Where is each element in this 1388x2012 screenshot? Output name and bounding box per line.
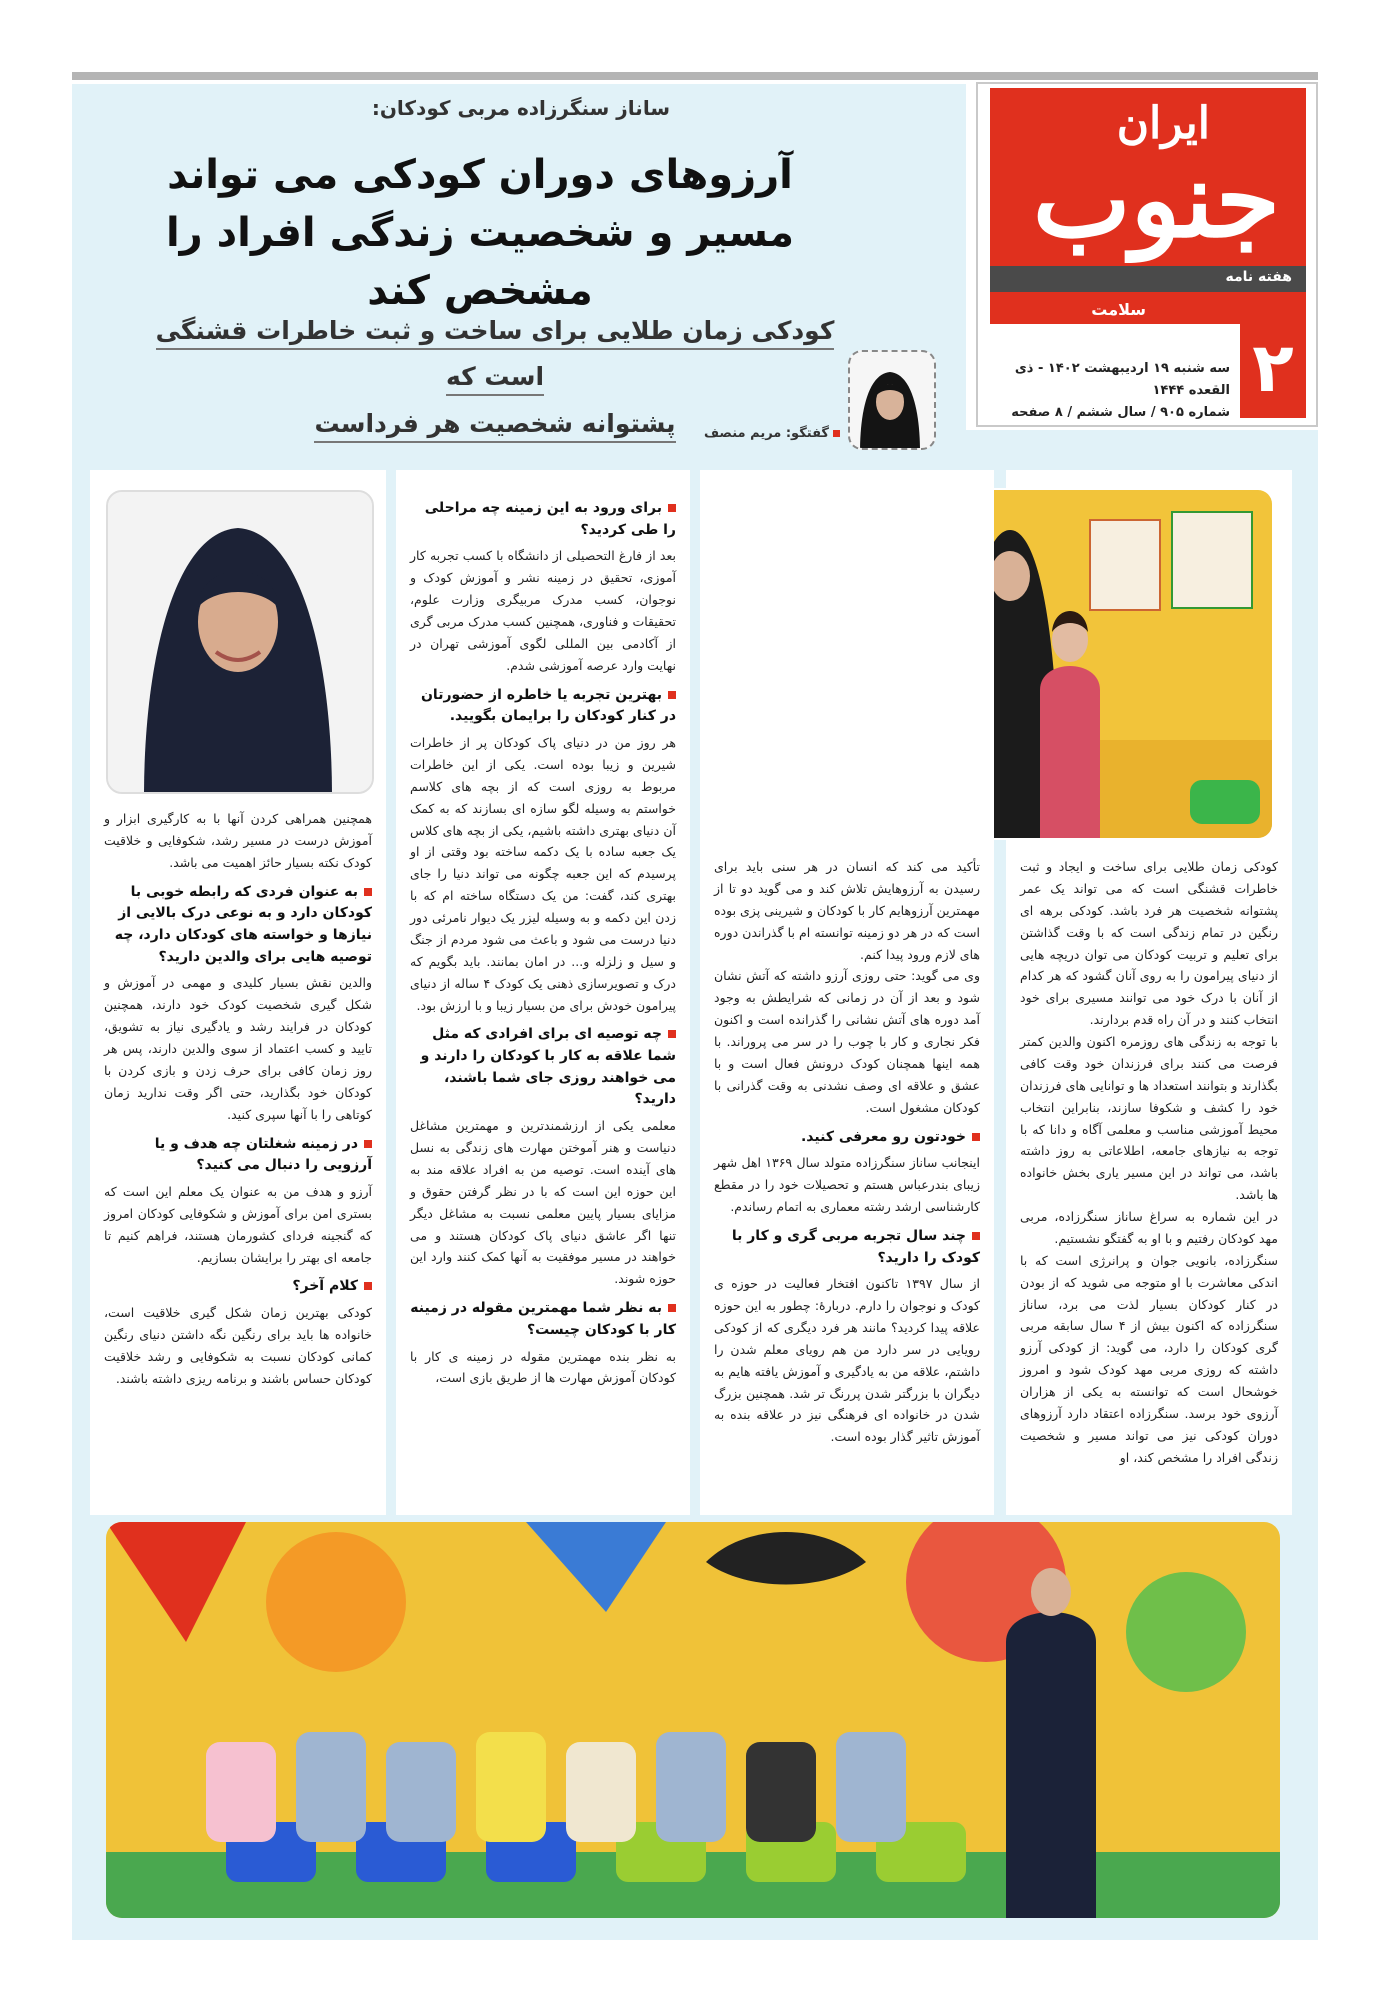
column-1-text [1006,856,1292,1469]
col1-paragraph-2: با توجه به زندگی های روزمره اکنون والدین کمتر فرصت می کنند برای فرزندان خود وقت کافی بگذارند و بتوانند استعداد ها و توانایی های فرزندان خود را کشف و شکوفا سازند، بنابراین انتخاب محیط آموزشی مناسب و معلمی آگاه و دانا که با توجه به نیازهای جامعه، اطلاعاتی به روز داشته باشد، می تواند در این مسیر یاری بخش خانواده ها باشد. [1020,1034,1278,1203]
col3-question-4: به نظر شما مهمترین مقوله در زمینه کار با کودکان چیست؟ [396,1298,690,1341]
col3-question-1: برای ورود به این زمینه چه مراحلی را طی کردید؟ [396,498,690,541]
column-3-text [396,490,690,1389]
column-2-text [700,856,994,1448]
col4-answer-2: آرزو و هدف من به عنوان یک معلم این است که بستری امن برای آموزش و شکوفایی کودکان امروز که گنجینه فردای کشورمان هستند، فراهم کنیم تا جامعه ای بهتر را برایشان بسازیم. [104,1183,372,1265]
section-label: سلامت [1091,300,1146,319]
col3-answer-4: به نظر بنده مهمترین مقوله در زمینه ی کار با کودکان آموزش مهارت ها از طریق بازی است، [410,1348,676,1386]
col2-answer-1: اینجانب ساناز سنگرزاده متولد سال ۱۳۶۹ اهل شهر زیبای بندرعباس هستم و تحصیلات خود را در مقطع کارشناسی ارشد رشته معماری به اتمام رساندم. [714,1155,980,1214]
byline: گفتگو: مریم منصف [600,426,840,441]
article-kicker: ساناز سنگرزاده مربی کودکان: [371,96,670,120]
headline-line-2: مسیر و شخصیت زندگی افراد را مشخص کند [165,210,795,314]
article-headline [110,146,850,320]
page-number-box [1240,324,1306,418]
weekly-label: هفته نامه [1225,269,1292,285]
section-tag [990,298,1306,324]
col4-paragraph-1: همچنین همراهی کردن آنها با به کارگیری ابزار و آموزش درست در مسیر رشد، شکوفایی و خلاقیت کودک نکته بسیار حائز اهمیت می باشد. [104,811,372,870]
subhead-line-2: پشتوانه شخصیت هر فرداست [314,409,675,443]
logo-main-text: جنوب [1032,138,1280,261]
logo-sub-text: ایران [1116,98,1210,149]
col3-answer-1: بعد از فارغ التحصیلی از دانشگاه با کسب تجربه کار آموزی، تحقیق در زمینه نشر و آموزش کودک و نوجوان، کسب مدرک مربیگری وزارت علوم، تحقیقات و فناوری، همچنین کسب مدرک مربی گری از آکادمی بین المللی لگوی آموزشی تهران در نهایت وارد عرصه آموزشی شدم. [410,548,676,673]
col4-question-1: به عنوان فردی که رابطه خوبی با کودکان دارد و به نوعی درک بالایی از نیازها و خواسته های کودکان دارد، چه توصیه هایی برای والدین دارید؟ [90,882,386,969]
col3-answer-3: معلمی یکی از ارزشمندترین و مهمترین مشاغل دنیاست و هنر آموختن مهارت های زندگی به نسل های آینده است. توصیه من به افراد علاقه مند به این حوزه این است که با در نظر گرفتن حقوق و مزایای بسیار پایین معلمی نسبت به مشاغل دیگر تنها اگر عاشق دنیای پاک کودکان هستند و می خواهند در مسیر موفقیت به آنها کمک کنند وارد این حوزه شوند. [410,1118,676,1287]
date-line: سه شنبه ۱۹ اردیبهشت ۱۴۰۲ - ذی القعده ۱۴۴۴ [1014,361,1230,399]
col2-paragraph-2: وی می گوید: حتی روزی آرزو داشته که آتش نشان شود و بعد از آن در زمانی که شرایطش به وجود آمد دوره های آتش نشانی را گذرانده است و اکنون فکر نجاری و کار با چوب را در سر می پروراند. با همه اینها همچنان کودک درونش فعال است و با عشق و علاقه ای وصف نشدنی به وقت گذرانی با کودکان مشغول است. [714,968,980,1115]
col2-answer-2: از سال ۱۳۹۷ تاکنون افتخار فعالیت در حوزه ی کودک و نوجوان را دارم. دربارهٔ: چطور به این حوزه علاقه پیدا کردید؟ مانند هر فرد دیگری که از کودکی رویایی در سر دارد من هم رویای معلم شدن را داشتم، علاقه من به یادگیری و آموزش یافته هایم به دیگران با بزرگتر شدن پررنگ تر شد. همچنین بزرگ شدن در خانواده ای فرهنگی نیز در علاقه بنده به آموزش تاثیر گذار بوده است. [714,1276,980,1445]
col4-answer-3: کودکی بهترین زمان شکل گیری خلاقیت است، خانواده ها باید برای رنگین نگه داشتن دنیای رنگین کمانی کودکان نسبت به شکوفایی و رشد خلاقیت کودکان حساس باشند و برنامه ریزی داشته باشند. [104,1305,372,1386]
masthead [976,82,1318,427]
col4-answer-1: والدین نقش بسیار کلیدی و مهمی در آموزش و شکل گیری شخصیت کودک خود دارند، همچنین کودکان در فرایند رشد و یادگیری نیاز به تشویق، تایید و کسب اعتماد از سوی والدین دارند، پس هر روز زمان کافی برای حرف زدن و بازی کردن با کودکان خود بگذارید، حتی اگر وقت ندارید زمان کوتاهی را با آنها سپری کنید. [104,975,372,1122]
headline-line-1: آرزوهای دوران کودکی می تواند [167,152,793,198]
col3-question-3: چه توصیه ای برای افرادی که مثل شما علاقه به کار با کودکان را دارند و می خواهند روزی جای شما باشند، دارید؟ [396,1024,690,1111]
column-4-text [90,808,386,1390]
page-number: ۲ [1252,329,1294,408]
col2-question-1: خودتون رو معرفی کنید. [700,1127,994,1149]
issue-info [992,358,1230,424]
issue-line: شماره ۹۰۵ / سال ششم / ۸ صفحه [1011,405,1230,421]
col3-question-2: بهترین تجربه یا خاطره از حضورتان در کنار کودکان را برایمان بگویید. [396,685,690,728]
top-rule [72,72,1318,80]
col1-paragraph-1: کودکی زمان طلایی برای ساخت و ایجاد و ثبت خاطرات قشنگی است که می تواند یک عمر پشتوانه شخصیت هر فرد باشد. کودکی برهه ای رنگین در تمام زندگی است که با وقت گذاشتن برای تعلیم و تربیت کودکان می توان دریچه هایی از دنیای پیرامون را به روی آنان گشود که هر کدام از آنان با درک خود می توانند مسیری برای خود انتخاب کنند و در آن راه قدم بردارند. [1020,859,1278,1028]
col2-paragraph-1: تأکید می کند که انسان در هر سنی باید برای رسیدن به آرزوهایش تلاش کند و می گوید دو تا از مهمترین آرزوهایم کار با کودکان و شیرینی پزی بوده است که در هر دو زمینه توانسته ام با گذراندن دوره های لازم ورود پیدا کنم. [714,859,980,962]
interviewee-portrait [106,490,374,794]
group-photo [106,1522,1280,1918]
col3-answer-2: هر روز من در دنیای پاک کودکان پر از خاطرات شیرین و زیبا بوده است. یکی از این خاطرات مربوط به روزی است که از بچه های کلاسم خواستم به وسیله لگو سازه ای بسازند که به کمک آن دنیای بهتری داشته باشیم، یکی از بچه های کلاس یک جعبه ساده با یک دکمه ساخته بود وقتی از او پرسیدم که این جعبه چگونه می تواند دنیا را جای بهتری کند، گفت: من یک دستگاه ساخته ام که با زدن این دکمه و به وسیله لیزر یک دیوار نامرئی دور دنیا درست می شود و باعث می شود مردم از جنگ و سیل و زلزله و... در امان بمانند. باید بگویم که درک و تصویرسازی ذهنی یک کودک ۴ ساله از دنیای پیرامون خودش برای من بسیار زیبا و با ارزش بود. [410,735,676,1013]
col1-paragraph-3: در این شماره به سراغ ساناز سنگرزاده، مربی مهد کودکان رفتیم و با او به گفتگو نشستیم. [1020,1209,1278,1246]
weekly-band [990,266,1306,292]
subhead-line-1: کودکی زمان طلایی برای ساخت و ثبت خاطرات قشنگی است که [156,316,835,396]
col1-paragraph-4: سنگرزاده، بانویی جوان و پرانرژی است که با اندکی معاشرت با او متوجه می شوید که از بودن در کنار کودکان بسیار لذت می برد، ساناز سنگرزاده که اکنون بیش از ۴ سال سابقه مربی گری کودکان را دارد، می گوید: از کودکی آرزو داشته که روزی مربی مهد کودک شود و امروز خوشحال است که توانسته به یکی از هزاران آرزوی خود برسد. سنگرزاده اعتقاد دارد آرزوهای دوران کودکی نیز می تواند مسیر و شخصیت زندگی افراد را مشخص کند، او [1020,1252,1278,1465]
col2-question-2: چند سال تجربه مربی گری و کار با کودک را دارید؟ [700,1226,994,1269]
col4-question-3: کلام آخر؟ [90,1276,386,1298]
author-photo [848,350,936,450]
col4-question-2: در زمینه شغلتان چه هدف و یا آرزویی را دنبال می کنید؟ [90,1134,386,1177]
